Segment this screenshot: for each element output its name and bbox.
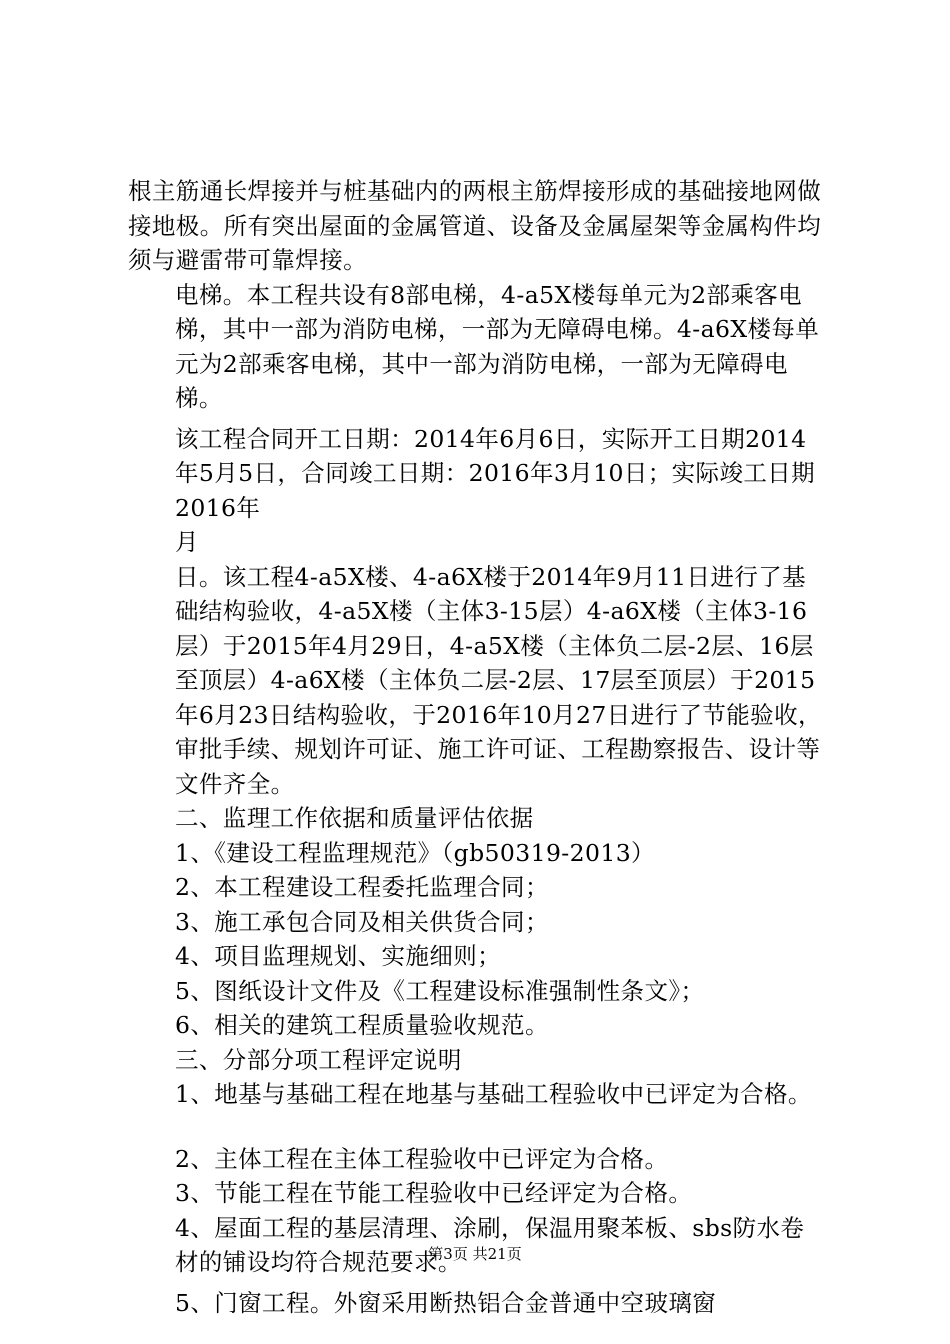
paragraph-grounding: 根主筋通长焊接并与桩基础内的两根主筋焊接形成的基础接地网做接地极。所有突出屋面的金属管道、设备及金属屋架等金属构件均须与避雷带可靠焊接。 — [128, 177, 822, 274]
list-item-basis-4: 4、项目监理规划、实施细则； — [175, 942, 502, 970]
list-item-eval-5: 5、门窗工程。外窗采用断热铝合金普通中空玻璃窗 — [175, 1288, 717, 1317]
paragraph-acceptance: 日。该工程4-a5X楼、4-a6X楼于2014年9月11日进行了基础结构验收，4-a5X楼（主体3-15层）4-a6X楼（主体3-16层）于2015年4月29日，4-a5X楼（主体负二层-2层、16层至顶层）4-a6X楼（主体负二层-2层、17层至顶层）于2015年6月23日结构验收，于2016年10月27日进行了节能验收，审批手续、规划许可证、施工许可证、工程勘察报告、设计等文件齐全。 — [175, 562, 822, 798]
section-heading-evaluation: 三、分部分项工程评定说明 — [175, 1045, 462, 1074]
list-item-basis-3: 3、施工承包合同及相关供货合同； — [175, 907, 549, 936]
document-body — [128, 174, 828, 1320]
list-item-eval-3: 3、节能工程在节能工程验收中已经评定为合格。 — [175, 1179, 693, 1207]
paragraph-dates: 该工程合同开工日期：2014年6月6日，实际开工日期2014年5月5日，合同竣工日期：2016年3月10日；实际竣工日期2016年 — [175, 424, 816, 522]
list-item-basis-6: 6、相关的建筑工程质量验收规范。 — [175, 1011, 549, 1039]
section-heading-basis: 二、监理工作依据和质量评估依据 — [175, 804, 534, 832]
list-item-eval-1: 1、地基与基础工程在地基与基础工程验收中已评定为合格。 — [175, 1080, 812, 1108]
list-item-eval-4: 4、屋面工程的基层清理、涂刷，保温用聚苯板、sbs防水卷材的铺设均符合规范要求。 — [175, 1213, 805, 1276]
list-item-eval-2: 2、主体工程在主体工程验收中已评定为合格。 — [175, 1144, 669, 1173]
list-item-basis-1: 1、《建设工程监理规范》（gb50319-2013） — [175, 838, 655, 867]
paragraph-elevator: 电梯。本工程共设有8部电梯，4-a5X楼每单元为2部乘客电梯，其中一部为消防电梯，一部为无障碍电梯。4-a6X楼每单元为2部乘客电梯，其中一部为消防电梯，一部为无障碍电梯。 — [175, 280, 820, 412]
paragraph-month-fragment: 月 — [175, 528, 199, 556]
list-item-basis-2: 2、本工程建设工程委托监理合同； — [175, 873, 549, 901]
page-footer: 第3页 共21页 — [428, 1245, 522, 1263]
list-item-basis-5: 5、图纸设计文件及《工程建设标准强制性条文》； — [175, 976, 705, 1005]
